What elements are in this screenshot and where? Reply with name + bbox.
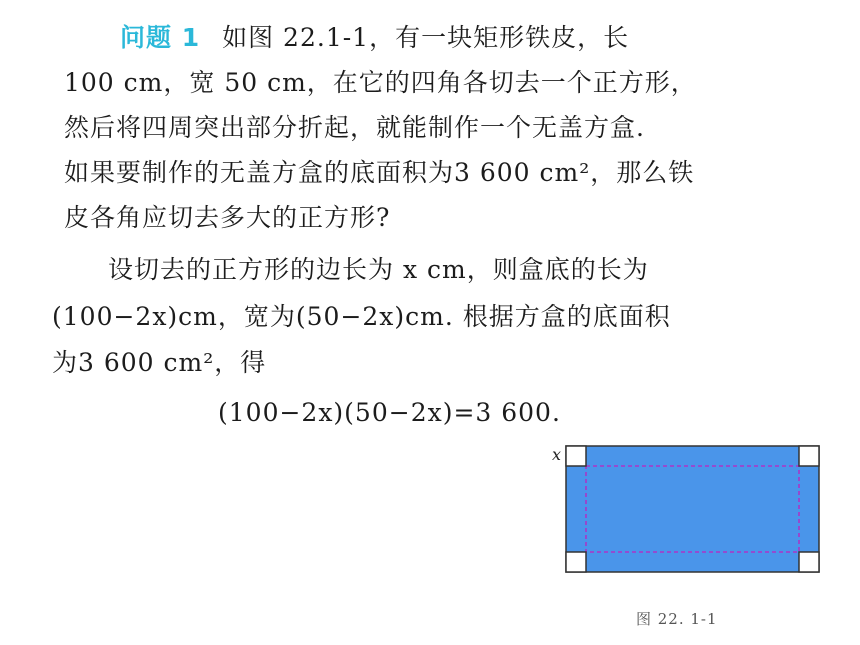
solution-line-2: (100−2x)cm，宽为(50−2x)cm. 根据方盒的底面积 [52, 302, 671, 331]
corner-square-bottom-right [799, 552, 819, 572]
solution-line-3: 为3 600 cm²，得 [52, 348, 267, 377]
problem-line-2: 100 cm，宽 50 cm，在它的四角各切去一个正方形， [64, 68, 697, 97]
corner-square-bottom-left [566, 552, 586, 572]
corner-square-top-left [566, 446, 586, 466]
figure-caption: 图 22. 1-1 [636, 610, 718, 628]
problem-line-3: 然后将四周突出部分折起，就能制作一个无盖方盒. [64, 113, 645, 142]
problem-line-4: 如果要制作的无盖方盒的底面积为3 600 cm²，那么铁 [64, 158, 695, 187]
sheet-rectangle [566, 446, 819, 572]
problem-line-5: 皮各角应切去多大的正方形? [64, 203, 391, 232]
solution-line-1: 设切去的正方形的边长为 x cm，则盒底的长为 [108, 255, 649, 284]
x-label: x [552, 445, 562, 464]
sheet-diagram [550, 438, 830, 588]
corner-square-top-right [799, 446, 819, 466]
problem-line-1 [120, 22, 629, 54]
equation: (100−2x)(50−2x)=3 600. [218, 398, 561, 427]
problem-label: 问题 1 [120, 23, 201, 52]
problem-line-1-text: 如图 22.1-1，有一块矩形铁皮，长 [222, 23, 630, 52]
